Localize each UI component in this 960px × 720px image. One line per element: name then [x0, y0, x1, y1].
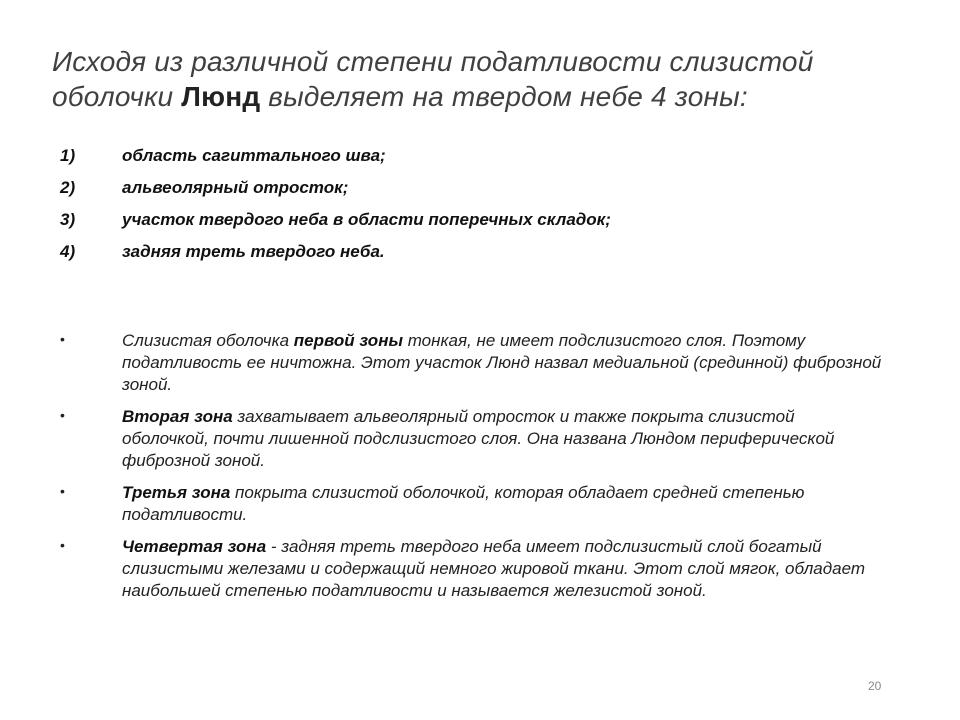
zone-number: 1): [60, 146, 76, 165]
title-text-start: Исходя из различной степени податливости слизистой оболочки: [52, 46, 814, 112]
bullet-icon: •: [60, 483, 65, 499]
bullet-text: [122, 330, 882, 396]
zone-number: 4): [60, 242, 76, 261]
bullet-text-post: тонкая, не имеет подслизистого слоя. Поэтому податливость ее ничтожна. Этот участок Люнд назвал медиальной (срединной) фиброзной зоной.: [122, 331, 882, 394]
bullet-item: [60, 406, 920, 472]
page-number: 20: [868, 679, 882, 693]
title-text-end: выделяет на твердом небе 4 зоны:: [260, 81, 748, 112]
zone-number: 2): [60, 178, 76, 197]
bullet-text-post: захватывает альвеолярный отросток и также покрыта слизистой оболочкой, почти лишенной подслизистого слоя. Она названа Люндом периферической фиброзной зоной.: [122, 407, 835, 470]
zones-numbered-list: [60, 146, 920, 274]
bullet-bold-term: первой зоны: [293, 331, 403, 350]
bullet-bold-term: Третья зона: [122, 483, 231, 502]
zone-list-item: [60, 242, 920, 274]
title-author-name: Люнд: [181, 81, 261, 112]
bullet-text: [122, 536, 882, 602]
bullet-text-post: - задняя треть твердого неба имеет подслизистый слой богатый слизистыми железами и содержащий немного жировой ткани. Этот слой мягок, обладает наибольшей степенью податливости и называется железистой зоной.: [122, 537, 866, 600]
zone-number: 3): [60, 210, 76, 229]
bullet-icon: •: [60, 407, 65, 423]
zone-text: задняя треть твердого неба.: [122, 242, 385, 261]
bullet-text: [122, 406, 882, 472]
bullet-text-post: покрыта слизистой оболочкой, которая обладает средней степенью податливости.: [122, 483, 805, 524]
bullet-text-pre: Слизистая оболочка: [122, 331, 294, 350]
zone-list-item: [60, 146, 920, 178]
bullet-icon: •: [60, 537, 65, 553]
zone-descriptions-list: [60, 330, 920, 612]
bullet-icon: •: [60, 331, 65, 347]
bullet-item: [60, 330, 920, 396]
bullet-bold-term: Вторая зона: [122, 407, 233, 426]
zone-list-item: [60, 210, 920, 242]
bullet-bold-term: Четвертая зона: [122, 537, 267, 556]
bullet-text: [122, 482, 882, 526]
slide-title: [52, 44, 912, 114]
bullet-item: [60, 536, 920, 602]
zone-text: альвеолярный отросток;: [122, 178, 349, 197]
zone-text: участок твердого неба в области поперечных складок;: [122, 210, 611, 229]
zone-text: область сагиттального шва;: [122, 146, 386, 165]
bullet-item: [60, 482, 920, 526]
zone-list-item: [60, 178, 920, 210]
